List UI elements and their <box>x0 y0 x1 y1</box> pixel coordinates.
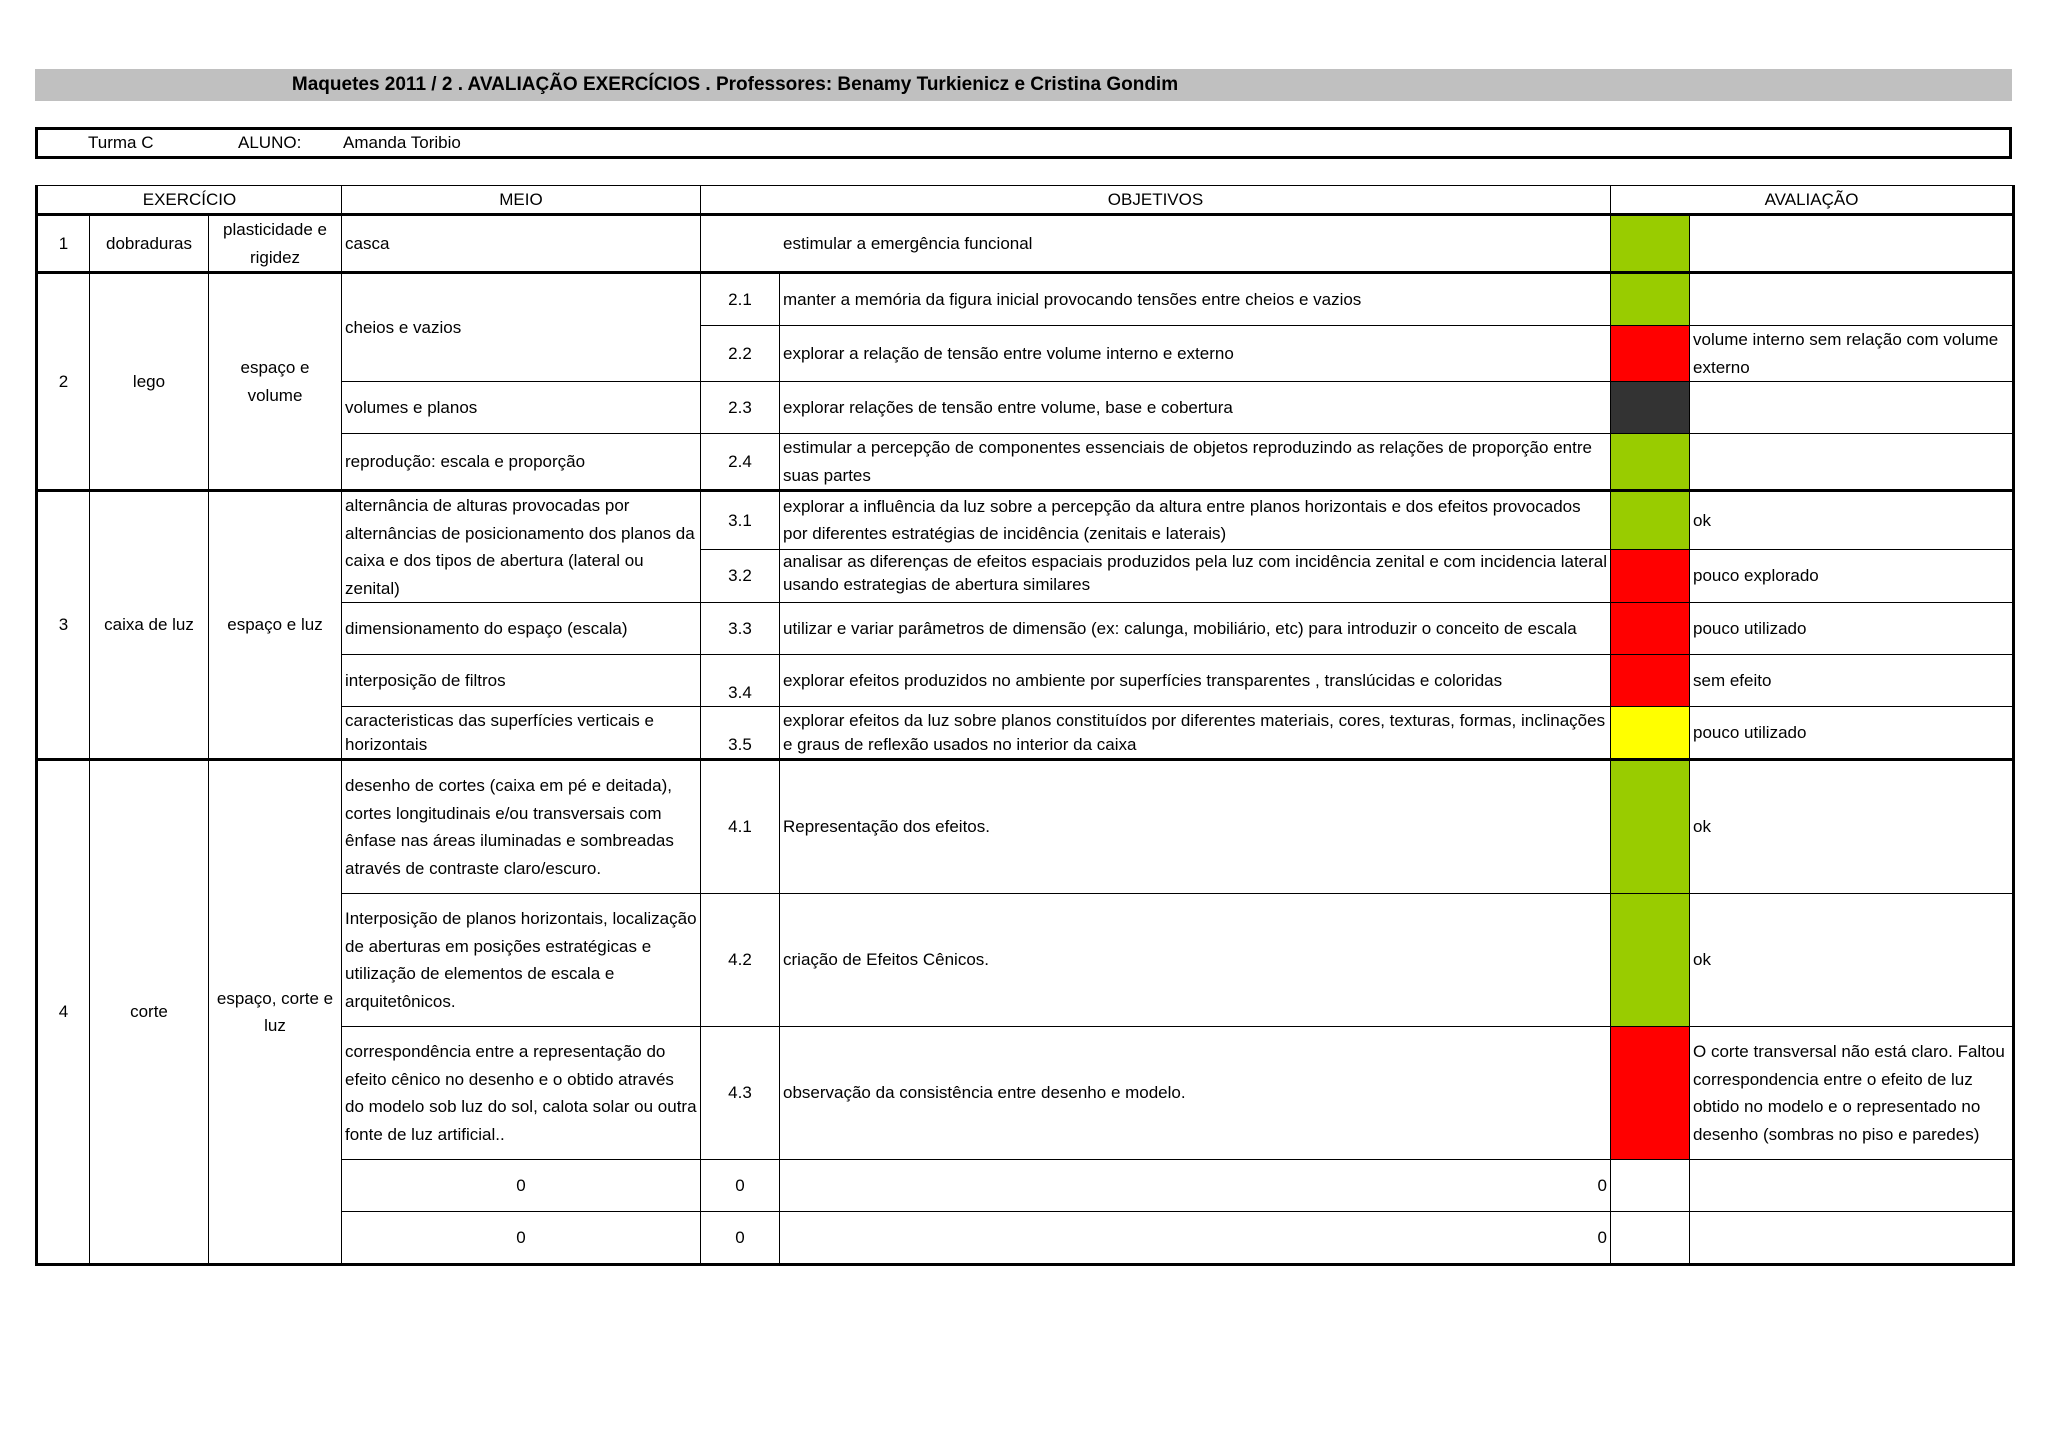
table-row <box>37 760 2014 894</box>
evaluation-comment <box>1690 273 2014 326</box>
meio-cell: volumes e planos <box>342 382 701 434</box>
evaluation-comment: ok <box>1690 894 2014 1027</box>
exercise-number: 2 <box>37 273 90 491</box>
evaluation-swatch <box>1611 434 1690 491</box>
objective-code: 3.1 <box>701 491 780 550</box>
header-exercicio: EXERCÍCIO <box>37 186 342 215</box>
evaluation-swatch <box>1611 894 1690 1027</box>
evaluation-swatch <box>1611 655 1690 707</box>
meio-cell: Interposição de planos horizontais, localização de aberturas em posições estratégicas e utilização de elementos de escala e arquitetônicos. <box>342 894 701 1027</box>
objective-code: 4.1 <box>701 760 780 894</box>
evaluation-comment: ok <box>1690 491 2014 550</box>
objective-text: explorar relações de tensão entre volume, base e cobertura <box>780 382 1611 434</box>
meio-cell: interposição de filtros <box>342 655 701 707</box>
header-row <box>37 186 2014 215</box>
evaluation-table <box>35 185 2015 1266</box>
page-title: Maquetes 2011 / 2 . AVALIAÇÃO EXERCÍCIOS . Professores: Benamy Turkienicz e Cristina Gondim <box>291 74 1179 95</box>
exercise-focus: espaço, corte e luz <box>209 760 342 1265</box>
evaluation-comment <box>1690 434 2014 491</box>
exercise-name: lego <box>90 273 209 491</box>
evaluation-swatch <box>1611 273 1690 326</box>
aluno-name: Amanda Toribio <box>343 133 461 152</box>
exercise-name: dobraduras <box>90 215 209 273</box>
header-meio: MEIO <box>342 186 701 215</box>
objective-text: observação da consistência entre desenho e modelo. <box>780 1027 1611 1160</box>
title-bar <box>35 69 2012 101</box>
objective-text: criação de Efeitos Cênicos. <box>780 894 1611 1027</box>
meio-cell: 0 <box>342 1160 701 1212</box>
evaluation-swatch <box>1611 1160 1690 1212</box>
table-row <box>37 491 2014 550</box>
objective-text: utilizar e variar parâmetros de dimensão (ex: calunga, mobiliário, etc) para introduzir o conceito de escala <box>780 603 1611 655</box>
evaluation-swatch <box>1611 603 1690 655</box>
exercise-focus: espaço e luz <box>209 491 342 760</box>
evaluation-comment: O corte transversal não está claro. Faltou correspondencia entre o efeito de luz obtido no modelo e o representado no desenho (sombras no piso e paredes) <box>1690 1027 2014 1160</box>
exercise-number: 1 <box>37 215 90 273</box>
objective-code: 3.5 <box>701 707 780 760</box>
objective-text: manter a memória da figura inicial provocando tensões entre cheios e vazios <box>780 273 1611 326</box>
meio-cell: cheios e vazios <box>342 273 701 382</box>
objective-code: 3.4 <box>701 655 780 707</box>
exercise-name: caixa de luz <box>90 491 209 760</box>
evaluation-comment: pouco utilizado <box>1690 707 2014 760</box>
objective-text: estimular a emergência funcional <box>701 215 1611 273</box>
aluno-label: ALUNO: <box>238 133 302 152</box>
table-row <box>37 215 2014 273</box>
objective-code: 2.4 <box>701 434 780 491</box>
exercise-focus: plasticidade e rigidez <box>209 215 342 273</box>
evaluation-swatch <box>1611 215 1690 273</box>
objective-code: 2.2 <box>701 326 780 382</box>
evaluation-comment: ok <box>1690 760 2014 894</box>
objective-text: 0 <box>780 1212 1611 1265</box>
objective-text: analisar as diferenças de efeitos espaciais produzidos pela luz com incidência zenital e com incidencia lateral usando estrategias de abertura similares <box>780 549 1611 602</box>
exercise-number: 3 <box>37 491 90 760</box>
evaluation-swatch <box>1611 549 1690 602</box>
meio-cell: desenho de cortes (caixa em pé e deitada), cortes longitudinais e/ou transversais com ênfase nas áreas iluminadas e sombreadas através de contraste claro/escuro. <box>342 760 701 894</box>
evaluation-comment: volume interno sem relação com volume externo <box>1690 326 2014 382</box>
objective-text: explorar efeitos produzidos no ambiente por superfícies transparentes , translúcidas e coloridas <box>780 655 1611 707</box>
objective-code: 2.1 <box>701 273 780 326</box>
student-info <box>35 127 2012 159</box>
evaluation-swatch <box>1611 707 1690 760</box>
objective-text: explorar efeitos da luz sobre planos constituídos por diferentes materiais, cores, texturas, formas, inclinações e graus de reflexão usados no interior da caixa <box>780 707 1611 760</box>
evaluation-comment <box>1690 1212 2014 1265</box>
meio-cell: correspondência entre a representação do efeito cênico no desenho e o obtido através do modelo sob luz do sol, calota solar ou outra fonte de luz artificial.. <box>342 1027 701 1160</box>
turma-label: Turma C <box>88 133 154 152</box>
evaluation-swatch <box>1611 491 1690 550</box>
meio-cell: reprodução: escala e proporção <box>342 434 701 491</box>
evaluation-comment <box>1690 1160 2014 1212</box>
exercise-number: 4 <box>37 760 90 1265</box>
evaluation-comment <box>1690 382 2014 434</box>
objective-text: explorar a relação de tensão entre volume interno e externo <box>780 326 1611 382</box>
evaluation-comment: sem efeito <box>1690 655 2014 707</box>
meio-cell: dimensionamento do espaço (escala) <box>342 603 701 655</box>
objective-code: 0 <box>701 1212 780 1265</box>
meio-cell: alternância de alturas provocadas por alternâncias de posicionamento dos planos da caixa e dos tipos de abertura (lateral ou zenital) <box>342 491 701 603</box>
evaluation-comment <box>1690 215 2014 273</box>
objective-code: 0 <box>701 1160 780 1212</box>
meio-cell: caracteristicas das superfícies verticais e horizontais <box>342 707 701 760</box>
objective-text: estimular a percepção de componentes essenciais de objetos reproduzindo as relações de proporção entre suas partes <box>780 434 1611 491</box>
evaluation-swatch <box>1611 382 1690 434</box>
meio-cell: 0 <box>342 1212 701 1265</box>
evaluation-swatch <box>1611 760 1690 894</box>
exercise-name: corte <box>90 760 209 1265</box>
objective-code: 4.3 <box>701 1027 780 1160</box>
meio-cell: casca <box>342 215 701 273</box>
header-objetivos: OBJETIVOS <box>701 186 1611 215</box>
exercise-focus: espaço e volume <box>209 273 342 491</box>
evaluation-comment: pouco explorado <box>1690 549 2014 602</box>
table-row <box>37 273 2014 326</box>
evaluation-swatch <box>1611 1027 1690 1160</box>
evaluation-swatch <box>1611 1212 1690 1265</box>
evaluation-swatch <box>1611 326 1690 382</box>
objective-code: 4.2 <box>701 894 780 1027</box>
objective-code: 3.2 <box>701 549 780 602</box>
evaluation-comment: pouco utilizado <box>1690 603 2014 655</box>
objective-code: 3.3 <box>701 603 780 655</box>
header-avaliacao: AVALIAÇÃO <box>1611 186 2014 215</box>
objective-text: explorar a influência da luz sobre a percepção da altura entre planos horizontais e dos efeitos provocados por diferentes estratégias de incidência (zenitais e laterais) <box>780 491 1611 550</box>
objective-code: 2.3 <box>701 382 780 434</box>
objective-text: 0 <box>780 1160 1611 1212</box>
objective-text: Representação dos efeitos. <box>780 760 1611 894</box>
